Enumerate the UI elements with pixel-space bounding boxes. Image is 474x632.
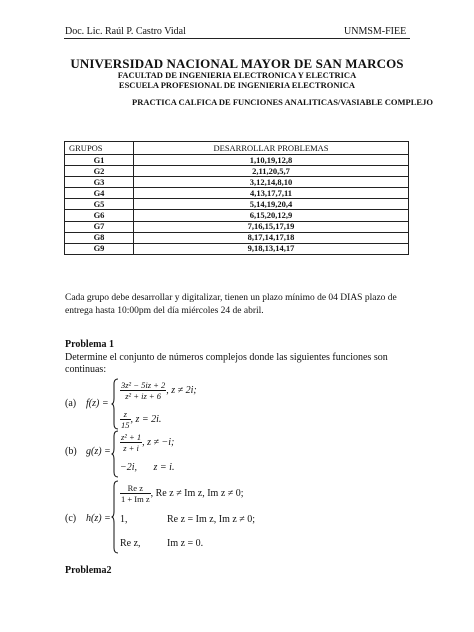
problems-cell: 4,13,17,7,11 bbox=[134, 188, 409, 199]
table-row bbox=[65, 210, 409, 221]
practice-title: PRACTICA CALFICA DE FUNCIONES ANALITICAS/VASIABLE COMPLEJO bbox=[132, 97, 433, 107]
problems-cell: 2,11,20,5,7 bbox=[134, 166, 409, 177]
groups-table bbox=[64, 141, 409, 255]
problems-cell: 9,18,13,14,17 bbox=[134, 243, 409, 254]
problems-cell: 8,17,14,17,18 bbox=[134, 232, 409, 243]
item-a-case2-condition: , z = 2i. bbox=[130, 413, 162, 425]
group-cell: G6 bbox=[65, 210, 134, 221]
header-rule bbox=[64, 38, 410, 39]
group-cell: G4 bbox=[65, 188, 134, 199]
left-brace-icon bbox=[111, 430, 119, 478]
item-c-case3-condition: Im z = 0. bbox=[167, 538, 204, 549]
item-b-case1-fraction bbox=[120, 432, 142, 453]
problems-cell: 6,15,20,12,9 bbox=[134, 210, 409, 221]
item-a-label: (a) bbox=[65, 398, 77, 409]
item-c-case1-condition: , Re z ≠ Im z, Im z ≠ 0; bbox=[150, 487, 244, 499]
problem1-intro: Determine el conjunto de números complejos donde las siguientes funciones son continuas: bbox=[65, 352, 388, 375]
numerator: Re z bbox=[120, 483, 151, 494]
item-c-case2-value: 1, bbox=[120, 514, 128, 525]
left-brace-icon bbox=[111, 378, 119, 430]
group-cell: G2 bbox=[65, 166, 134, 177]
table-row bbox=[65, 177, 409, 188]
item-a-function: f(z) = bbox=[86, 398, 109, 409]
header-problems: DESARROLLAR PROBLEMAS bbox=[134, 142, 409, 155]
table-row bbox=[65, 166, 409, 177]
table-row bbox=[65, 243, 409, 254]
denominator: z² + iz + 6 bbox=[125, 391, 161, 401]
instructions-paragraph: Cada grupo debe desarrollar y digitalizar, tienen un plazo mínimo de 04 DIAS plazo de entrega hasta 10:00pm del día miércoles 24 de abril. bbox=[65, 293, 397, 316]
group-cell: G7 bbox=[65, 221, 134, 232]
item-c-case3-value: Re z, bbox=[120, 538, 141, 549]
numerator: z² + 1 bbox=[121, 432, 142, 442]
group-cell: G3 bbox=[65, 177, 134, 188]
denominator: 1 + Im z bbox=[121, 494, 150, 504]
university-title: UNIVERSIDAD NACIONAL MAYOR DE SAN MARCOS bbox=[70, 56, 404, 71]
item-b-case1-condition: , z ≠ −i; bbox=[142, 436, 175, 448]
denominator: z + i bbox=[123, 443, 139, 453]
item-c-label: (c) bbox=[65, 513, 77, 524]
item-a-case2 bbox=[120, 409, 161, 430]
item-c-function: h(z) = bbox=[86, 513, 111, 524]
item-b-case2 bbox=[120, 462, 174, 473]
group-cell: G1 bbox=[65, 155, 134, 166]
problem1-title: Problema 1 bbox=[65, 339, 114, 350]
header-groups: GRUPOS bbox=[65, 142, 134, 155]
numerator: 3z² − 5iz + 2 bbox=[121, 380, 166, 390]
item-a-case1-condition: , z ≠ 2i; bbox=[166, 384, 197, 396]
problem2-title: Problema2 bbox=[65, 565, 112, 576]
table-row bbox=[65, 188, 409, 199]
table-row bbox=[65, 155, 409, 166]
problems-cell: 3,12,14,8,10 bbox=[134, 177, 409, 188]
problems-cell: 5,14,19,20,4 bbox=[134, 199, 409, 210]
school-title: ESCUELA PROFESIONAL DE INGENIERIA ELECTRONICA bbox=[118, 80, 356, 90]
table-row bbox=[65, 199, 409, 210]
item-a-case2-fraction bbox=[120, 409, 131, 430]
group-cell: G5 bbox=[65, 199, 134, 210]
item-b-case1 bbox=[120, 432, 174, 453]
item-b-case2-value: −2i, bbox=[120, 462, 138, 473]
item-b-label: (b) bbox=[65, 446, 77, 457]
numerator: z bbox=[120, 409, 131, 420]
item-b-function: g(z) = bbox=[86, 446, 111, 457]
item-a-case1-fraction bbox=[120, 380, 166, 401]
header-author: Doc. Lic. Raúl P. Castro Vidal bbox=[65, 26, 186, 37]
item-c-case3 bbox=[120, 538, 204, 549]
item-c-case1-fraction bbox=[120, 483, 151, 504]
item-c-case2 bbox=[120, 514, 256, 525]
faculty-title: FACULTAD DE INGENIERIA ELECTRONICA Y ELECTRICA bbox=[117, 70, 357, 80]
problems-cell: 1,10,19,12,8 bbox=[134, 155, 409, 166]
item-a-case1 bbox=[120, 380, 197, 401]
header-institution: UNMSM-FIEE bbox=[344, 26, 407, 37]
table-row bbox=[65, 221, 409, 232]
problems-cell: 7,16,15,17,19 bbox=[134, 221, 409, 232]
table-row bbox=[65, 232, 409, 243]
left-brace-icon bbox=[111, 480, 119, 554]
group-cell: G9 bbox=[65, 243, 134, 254]
item-b-case2-condition: z = i. bbox=[153, 462, 175, 473]
denominator: 15 bbox=[121, 420, 130, 430]
item-c-case2-condition: Re z = Im z, Im z ≠ 0; bbox=[167, 514, 256, 525]
item-c-case1 bbox=[120, 483, 244, 504]
group-cell: G8 bbox=[65, 232, 134, 243]
table-header-row bbox=[65, 142, 409, 155]
